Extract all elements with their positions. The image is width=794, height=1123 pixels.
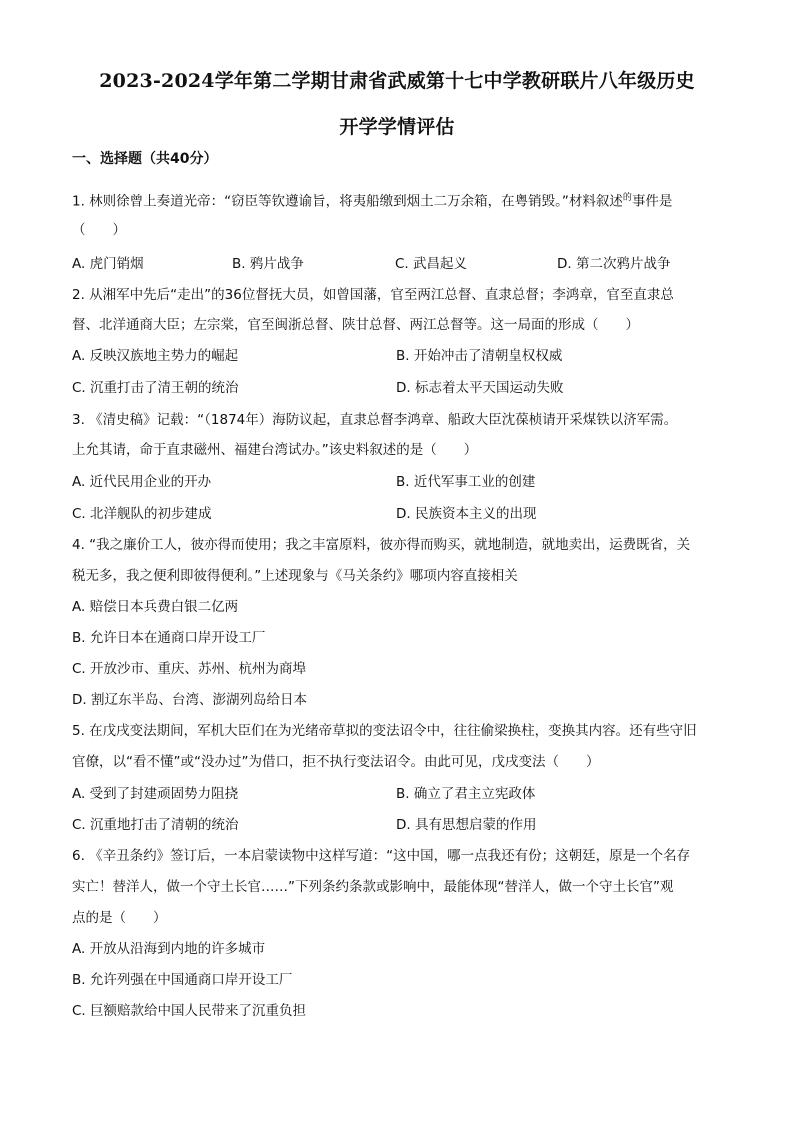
q4-option-b: B. 允许日本在通商口岸开设工厂 bbox=[72, 630, 266, 646]
q6-option-a: A. 开放从沿海到内地的许多城市 bbox=[72, 941, 266, 957]
q6-option-b: B. 允许列强在中国通商口岸开设工厂 bbox=[72, 972, 293, 988]
q2-stem-line1: 2. 从湘军中先后“走出”的36位督抚大员，如曾国藩，官至两江总督、直隶总督；李鸿章，官至直隶总 bbox=[72, 287, 674, 303]
q5-option-c: C. 沉重地打击了清朝的统治 bbox=[72, 817, 239, 833]
q3-option-a: A. 近代民用企业的开办 bbox=[72, 474, 212, 490]
q2-option-d: D. 标志着太平天国运动失败 bbox=[396, 380, 564, 396]
q3-stem-line2: 上允其请，命于直隶磁州、福建台湾试办。”该史料叙述的是（ ） bbox=[72, 442, 478, 458]
exam-title-line1: 2023-2024学年第二学期甘肃省武威第十七中学教研联片八年级历史 bbox=[99, 70, 695, 92]
q2-option-b: B. 开始冲击了清朝皇权权威 bbox=[396, 348, 563, 364]
q5-option-b: B. 确立了君主立宪政体 bbox=[396, 786, 536, 802]
q6-stem-line2: 实亡！替洋人，做一个守土长官……”下列条约条款或影响中，最能体现“替洋人，做一个守土长官”观 bbox=[72, 879, 674, 895]
section-heading: 一、选择题（共40分） bbox=[72, 151, 218, 167]
q6-option-c: C. 巨额赔款给中国人民带来了沉重负担 bbox=[72, 1003, 307, 1019]
q1-option-c: C. 武昌起义 bbox=[395, 256, 468, 272]
q3-stem-line1: 3. 《清史稿》记载：“（1874年）海防议起，直隶总督李鸿章、船政大臣沈葆桢请开采煤铁以济军需。 bbox=[72, 412, 678, 428]
q6-stem-line1: 6. 《辛丑条约》签订后，一本启蒙读物中这样写道：“这中国，哪一点我还有份；这朝廷，原是一个名存 bbox=[72, 848, 691, 864]
q3-option-b: B. 近代军事工业的创建 bbox=[396, 474, 536, 490]
q3-option-c: C. 北洋舰队的初步建成 bbox=[72, 506, 212, 522]
q5-stem-line1: 5. 在戊戌变法期间，军机大臣们在为光绪帝草拟的变法诏令中，往往偷梁换柱，变换其内容。还有些守旧 bbox=[72, 723, 697, 739]
q1-option-d: D. 第二次鸦片战争 bbox=[557, 256, 671, 272]
q2-option-c: C. 沉重打击了清王朝的统治 bbox=[72, 380, 239, 396]
q6-stem-line3: 点的是（ ） bbox=[72, 910, 167, 926]
q4-stem-line2: 税无多，我之便利即彼得便利。”上述现象与《马关条约》哪项内容直接相关 bbox=[72, 568, 518, 584]
q1-stem-line2: （ ） bbox=[72, 222, 126, 238]
q1-option-a: A. 虎门销烟 bbox=[72, 256, 144, 272]
q1-stem-text: 1. 林则徐曾上奏道光帝：“窃臣等钦遵谕旨，将夷船缴到烟土二万余箱，在粤销毁。”材料叙述 bbox=[72, 193, 623, 210]
q1-stem-tail: 事件是 bbox=[631, 193, 673, 210]
q2-stem-line2: 督、北洋通商大臣；左宗棠，官至闽浙总督、陕甘总督、两江总督等。这一局面的形成（ ） bbox=[72, 317, 639, 333]
q5-stem-line2: 官僚，以“看不懂”或“没办过”为借口，拒不执行变法诏令。由此可见，戊戌变法（ ） bbox=[72, 754, 600, 770]
q4-option-a: A. 赔偿日本兵费白银二亿两 bbox=[72, 599, 239, 615]
q2-option-a: A. 反映汉族地主势力的崛起 bbox=[72, 348, 239, 364]
q1-stem-line1 bbox=[72, 188, 672, 212]
q4-option-d: D. 割辽东半岛、台湾、澎湖列岛给日本 bbox=[72, 692, 307, 708]
q1-superscript: 的 bbox=[622, 193, 632, 203]
exam-title-line2: 开学学情评估 bbox=[339, 116, 455, 138]
q4-stem-line1: 4. “我之廉价工人，彼亦得而使用；我之丰富原料，彼亦得而购买，就地制造，就地卖出，运费既省，关 bbox=[72, 537, 691, 553]
q5-option-d: D. 具有思想启蒙的作用 bbox=[396, 817, 537, 833]
q3-option-d: D. 民族资本主义的出现 bbox=[396, 506, 537, 522]
q4-option-c: C. 开放沙市、重庆、苏州、杭州为商埠 bbox=[72, 661, 307, 677]
q1-option-b: B. 鸦片战争 bbox=[232, 256, 304, 272]
q5-option-a: A. 受到了封建顽固势力阻挠 bbox=[72, 786, 239, 802]
